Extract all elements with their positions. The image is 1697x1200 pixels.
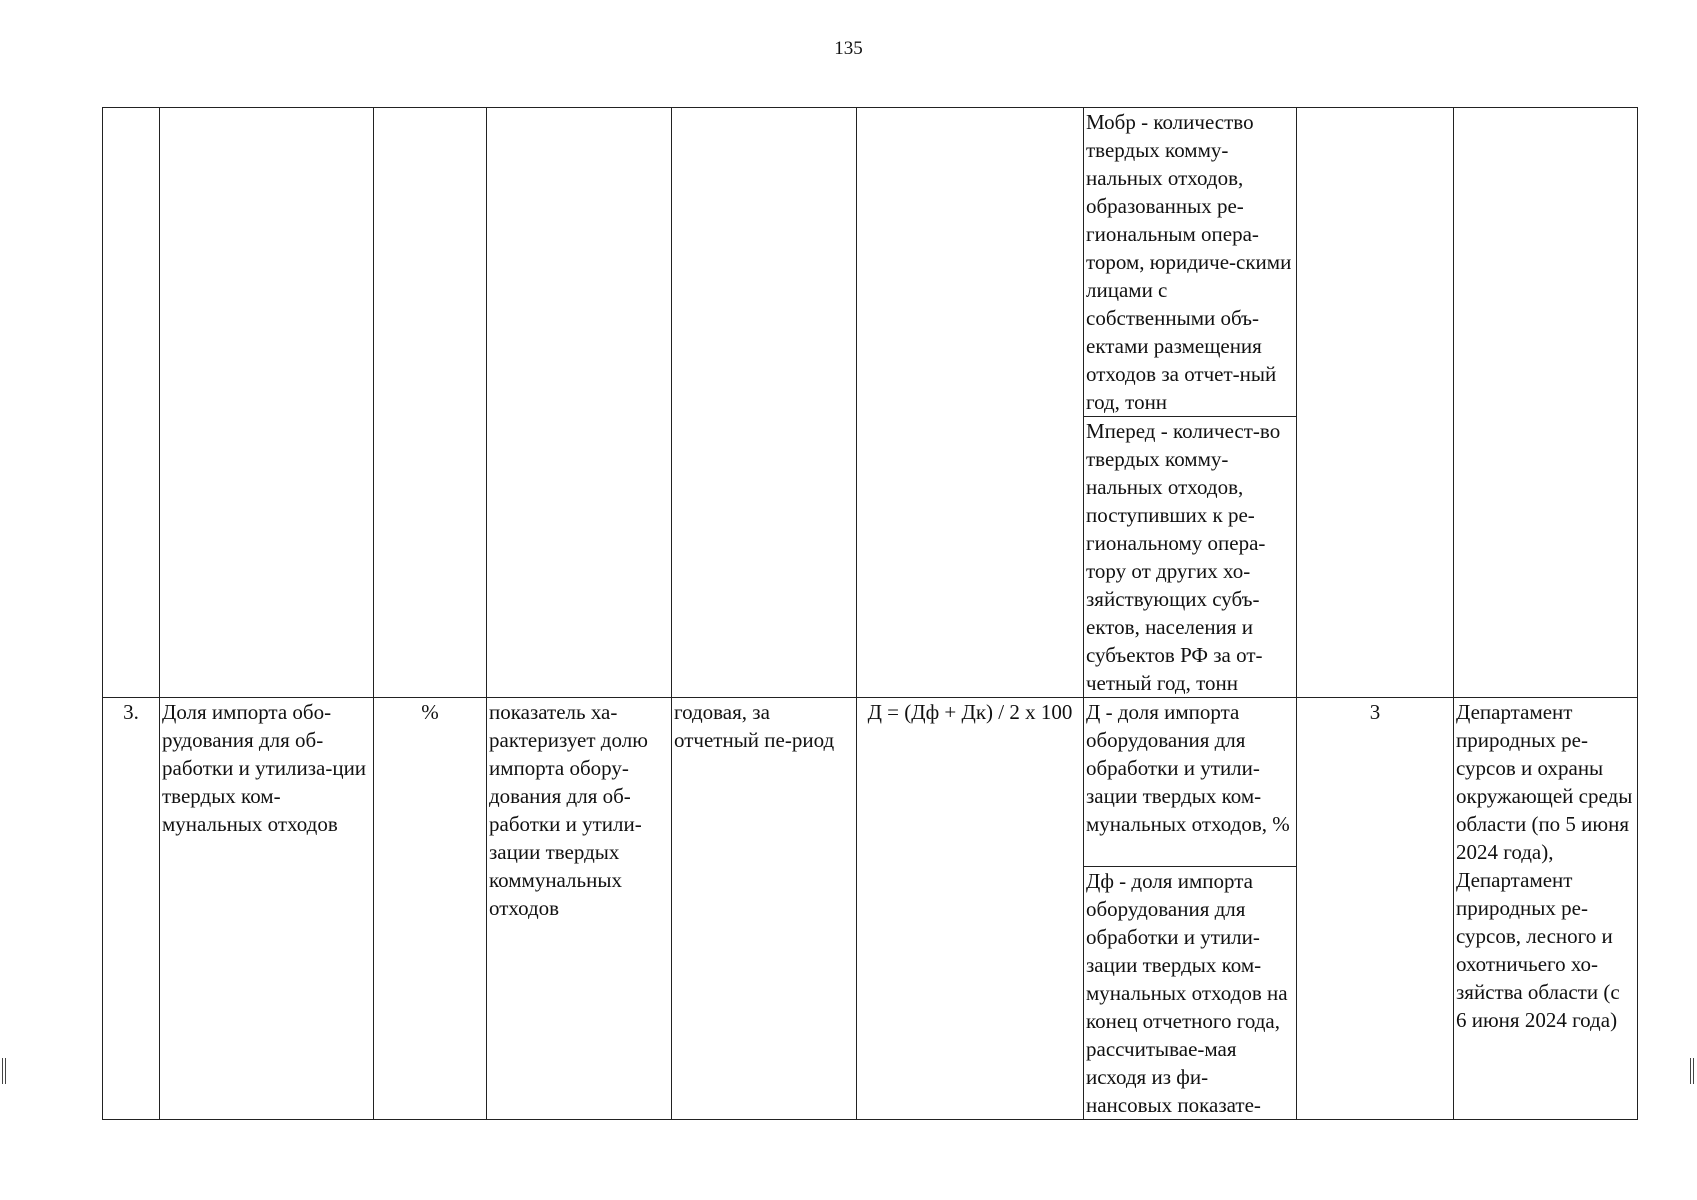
definition-mpered: Мперед - количест-во твердых комму-нальных отходов, поступивших к ре-гиональному опера-тору от других хо-зяйствующих субъ-ектов, населения и субъектов РФ за от-четный год, тонн bbox=[1084, 417, 1297, 698]
definition-mobr: Мобр - количество твердых комму-нальных отходов, образованных ре-гиональным опера-тором, юридиче-скими лицами с собственными объ-ектами размещения отходов за отчет-ный год, тонн bbox=[1084, 108, 1297, 417]
cell-periodicity-empty bbox=[672, 108, 857, 698]
definition-d: Д - доля импорта оборудования для обработки и утили-зации твердых ком-мунальных отходов, % bbox=[1084, 698, 1297, 867]
row-number: 3. bbox=[103, 698, 160, 1120]
cell-method-empty bbox=[1297, 108, 1454, 698]
definition-df: Дф - доля импорта оборудования для обработки и утили-зации твердых ком-мунальных отходов на конец отчетного года, рассчитывае-мая исходя из фи-нансовых показате- bbox=[1084, 867, 1297, 1120]
indicator-description: показатель ха-рактеризует долю импорта обору-дования для об-работки и утили-зации твердых коммунальных отходов bbox=[487, 698, 672, 1120]
page-number: 135 bbox=[834, 38, 863, 59]
indicator-formula: Д = (Дф + Дк) / 2 x 100 bbox=[857, 698, 1084, 1120]
indicator-name: Доля импорта обо-рудования для об-работки и утилиза-ции твердых ком-мунальных отходов bbox=[160, 698, 374, 1120]
cell-name-empty bbox=[160, 108, 374, 698]
scan-edge-mark-right bbox=[1690, 1058, 1694, 1084]
indicator-responsible: Департамент природных ре-сурсов и охраны окружающей среды области (по 5 июня 2024 года), Департамент природных ре-сурсов, лесного и охотничьего хо-зяйства области (с 6 июня 2024 года) bbox=[1454, 698, 1638, 1120]
cell-number-empty bbox=[103, 108, 160, 698]
scan-edge-mark-left bbox=[2, 1058, 6, 1084]
indicator-unit: % bbox=[374, 698, 487, 1120]
indicator-table bbox=[102, 107, 1638, 1120]
table-row-continued bbox=[103, 108, 1638, 417]
table-row-3 bbox=[103, 698, 1638, 867]
indicator-method: 3 bbox=[1297, 698, 1454, 1120]
cell-formula-empty bbox=[857, 108, 1084, 698]
indicator-periodicity: годовая, за отчетный пе-риод bbox=[672, 698, 857, 1120]
cell-unit-empty bbox=[374, 108, 487, 698]
cell-description-empty bbox=[487, 108, 672, 698]
cell-responsible-empty bbox=[1454, 108, 1638, 698]
